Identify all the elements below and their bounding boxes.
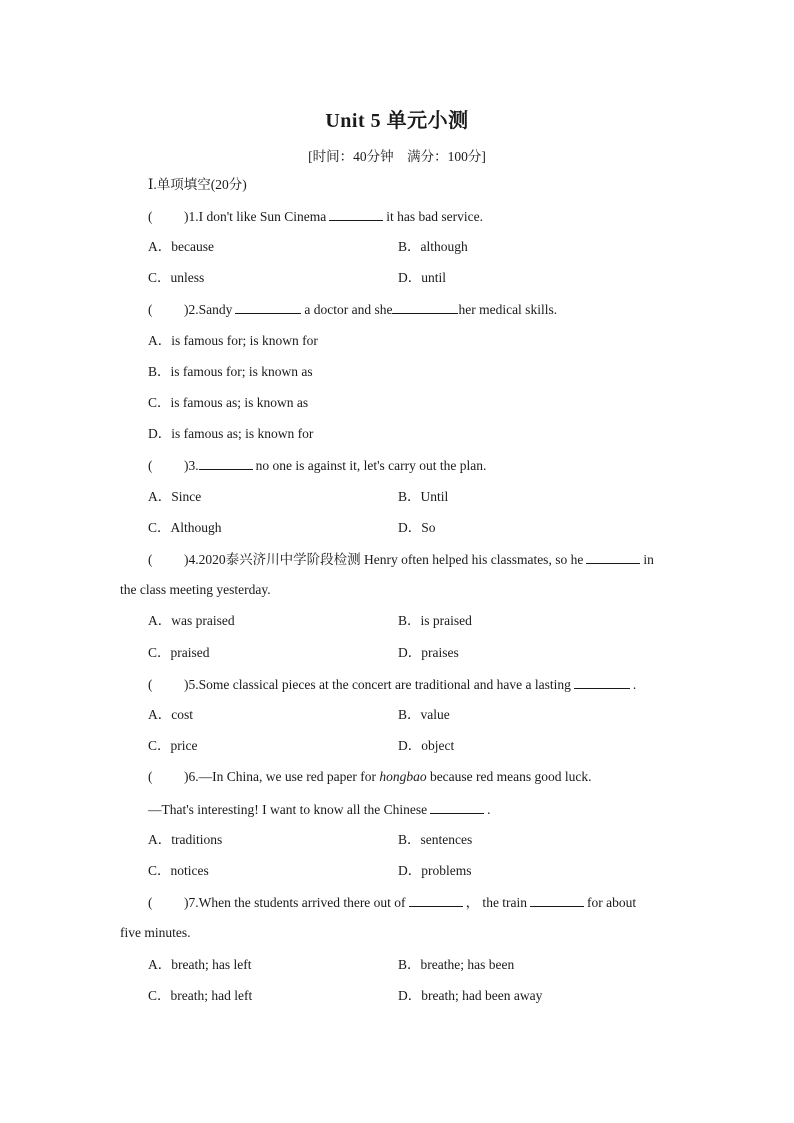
option-c: C．Although [148,520,222,535]
option-d: D．breath; had been away [398,988,543,1003]
option-b: B．value [398,707,450,722]
option-b: B．Until [398,489,449,504]
option-a: A．traditions [148,832,223,847]
option-a: A．is famous for; is known for [148,333,318,348]
fill-blank [409,893,463,907]
fill-blank [586,550,640,564]
option-a: A．was praised [148,613,235,628]
option-c: C．is famous as; is known as [148,395,309,410]
option-d: D．until [398,270,447,285]
option-a: A．cost [148,707,193,722]
question-5: ( )5.Some classical pieces at the concert are traditional and have a lasting . [148,677,637,692]
option-c: C．unless [148,270,205,285]
question-7-continued: five minutes. [120,925,191,940]
option-a: A．breath; has left [148,957,252,972]
option-b: B．sentences [398,832,473,847]
answer-paren: ( [148,895,153,910]
fill-blank [530,893,584,907]
option-b: B．although [398,239,468,254]
question-7: ( )7.When the students arrived there out of ， the train for about [148,895,637,910]
option-d: D．praises [398,645,459,660]
option-b: B．is praised [398,613,472,628]
option-d: D．So [398,520,436,535]
question-6: ( )6.—In China, we use red paper for hongbao because red means good luck. [148,769,592,784]
page-title: Unit 5 单元小测 [325,110,469,132]
answer-paren: ( [148,552,153,567]
answer-paren: ( [148,769,153,784]
fill-blank [392,300,458,314]
fill-blank [430,800,484,814]
option-d: D．is famous as; is known for [148,426,314,441]
option-c: C．breath; had left [148,988,253,1003]
question-4-continued: the class meeting yesterday. [120,582,271,597]
fill-blank [235,300,301,314]
option-c: C．notices [148,863,209,878]
question-6-reply: —That's interesting! I want to know all the Chinese . [148,802,491,817]
question-1: ( )1.I don't like Sun Cinema it has bad service. [148,209,484,224]
option-d: D．problems [398,863,472,878]
option-b: B．is famous for; is known as [148,364,313,379]
question-2: ( )2.Sandy a doctor and she her medical skills. [148,302,558,317]
answer-paren: ( [148,209,153,224]
option-b: B．breathe; has been [398,957,515,972]
option-d: D．object [398,738,455,753]
option-a: A．because [148,239,214,254]
section-heading: Ⅰ.单项填空(20分) [148,177,247,192]
fill-blank [574,675,630,689]
fill-blank [199,456,253,470]
question-3: ( )3. no one is against it, let's carry out the plan. [148,458,487,473]
answer-paren: ( [148,677,153,692]
question-4: ( )4.2020泰兴济川中学阶段检测 Henry often helped his classmates, so he in [148,552,654,567]
answer-paren: ( [148,458,153,473]
time-score-info: [时间：40分钟 满分：100分] [308,149,486,164]
option-a: A．Since [148,489,202,504]
option-c: C．price [148,738,198,753]
fill-blank [329,207,383,221]
option-c: C．praised [148,645,210,660]
answer-paren: ( [148,302,153,317]
